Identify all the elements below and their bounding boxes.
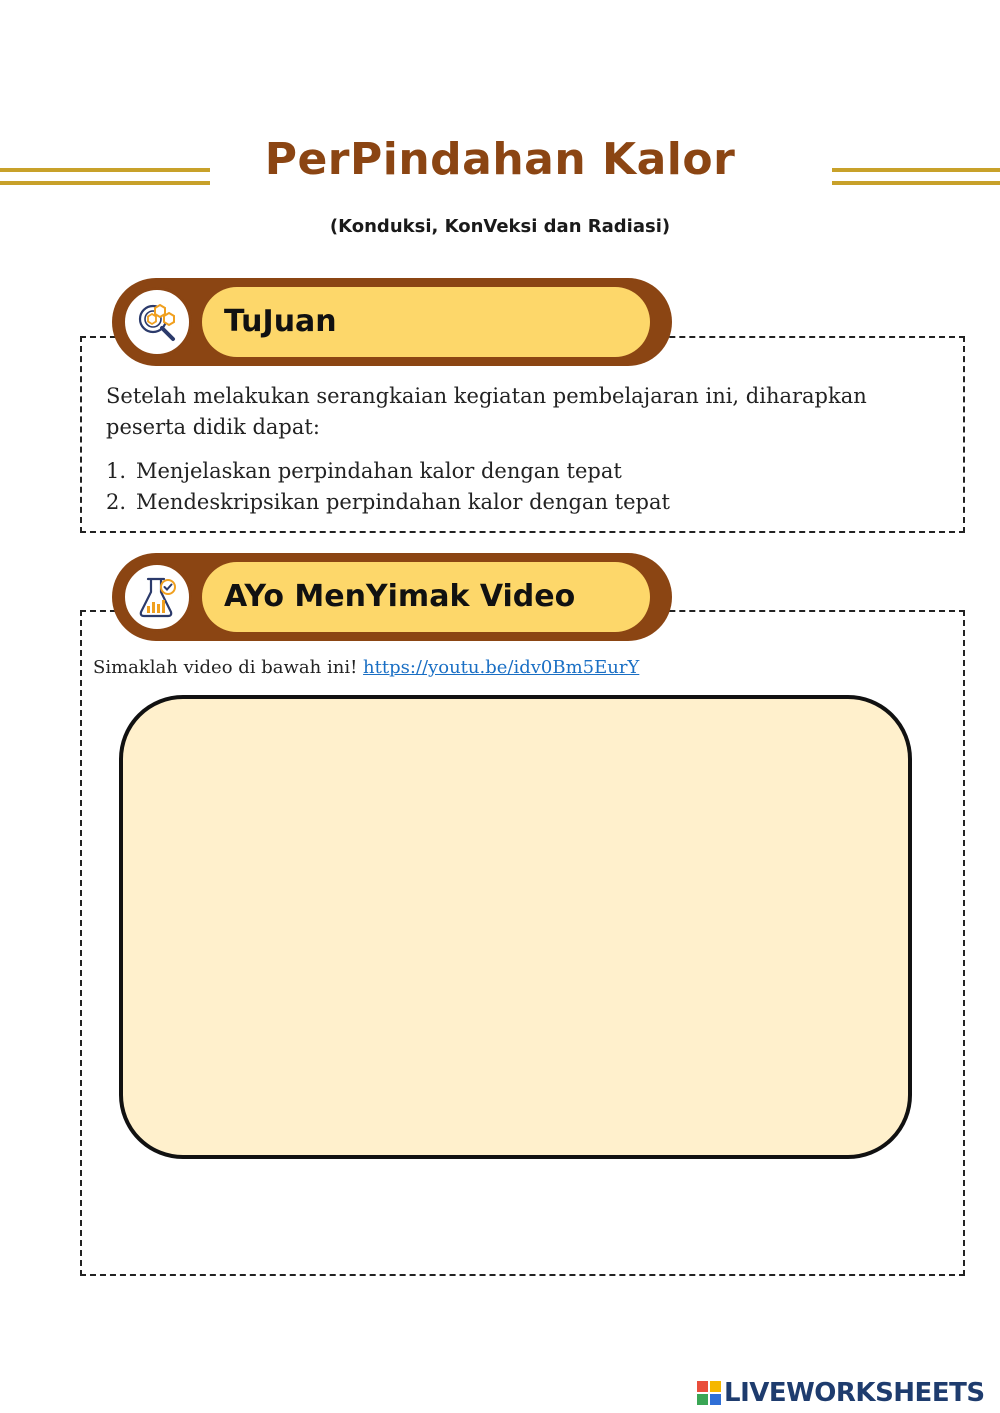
video-heading: AYo MenYimak Video bbox=[224, 579, 576, 614]
video-link[interactable]: https://youtu.be/idv0Bm5EurY bbox=[363, 657, 640, 678]
flask-chart-icon bbox=[122, 562, 192, 632]
liveworksheets-mark-icon bbox=[697, 1381, 721, 1405]
list-item-number: 1. bbox=[106, 459, 127, 483]
brand-name: LIVEWORKSHEETS bbox=[724, 1378, 985, 1408]
video-header-pill bbox=[112, 553, 672, 641]
tujuan-header-pill bbox=[112, 278, 672, 366]
list-item-text: Menjelaskan perpindahan kalor dengan tepat bbox=[136, 459, 622, 483]
liveworksheets-logo bbox=[697, 1376, 985, 1410]
video-frame[interactable] bbox=[119, 695, 912, 1159]
video-label-bar bbox=[202, 562, 650, 632]
objectives-list bbox=[106, 456, 926, 518]
page-title: PerPindahan Kalor bbox=[264, 134, 736, 185]
list-item bbox=[106, 456, 926, 487]
video-intro-line bbox=[93, 655, 639, 681]
list-item-text: Mendeskripsikan perpindahan kalor dengan tepat bbox=[136, 490, 670, 514]
list-item bbox=[106, 487, 926, 518]
tujuan-heading: TuJuan bbox=[224, 304, 337, 339]
video-intro-text: Simaklah video di bawah ini! bbox=[93, 657, 358, 678]
tujuan-label-bar bbox=[202, 287, 650, 357]
page-subtitle: (Konduksi, KonVeksi dan Radiasi) bbox=[329, 216, 671, 237]
list-item-number: 2. bbox=[106, 490, 127, 514]
tujuan-intro-text: Setelah melakukan serangkaian kegiatan pembelajaran ini, diharapkan peserta didik dapat: bbox=[106, 384, 867, 439]
molecule-magnifier-icon bbox=[122, 287, 192, 357]
